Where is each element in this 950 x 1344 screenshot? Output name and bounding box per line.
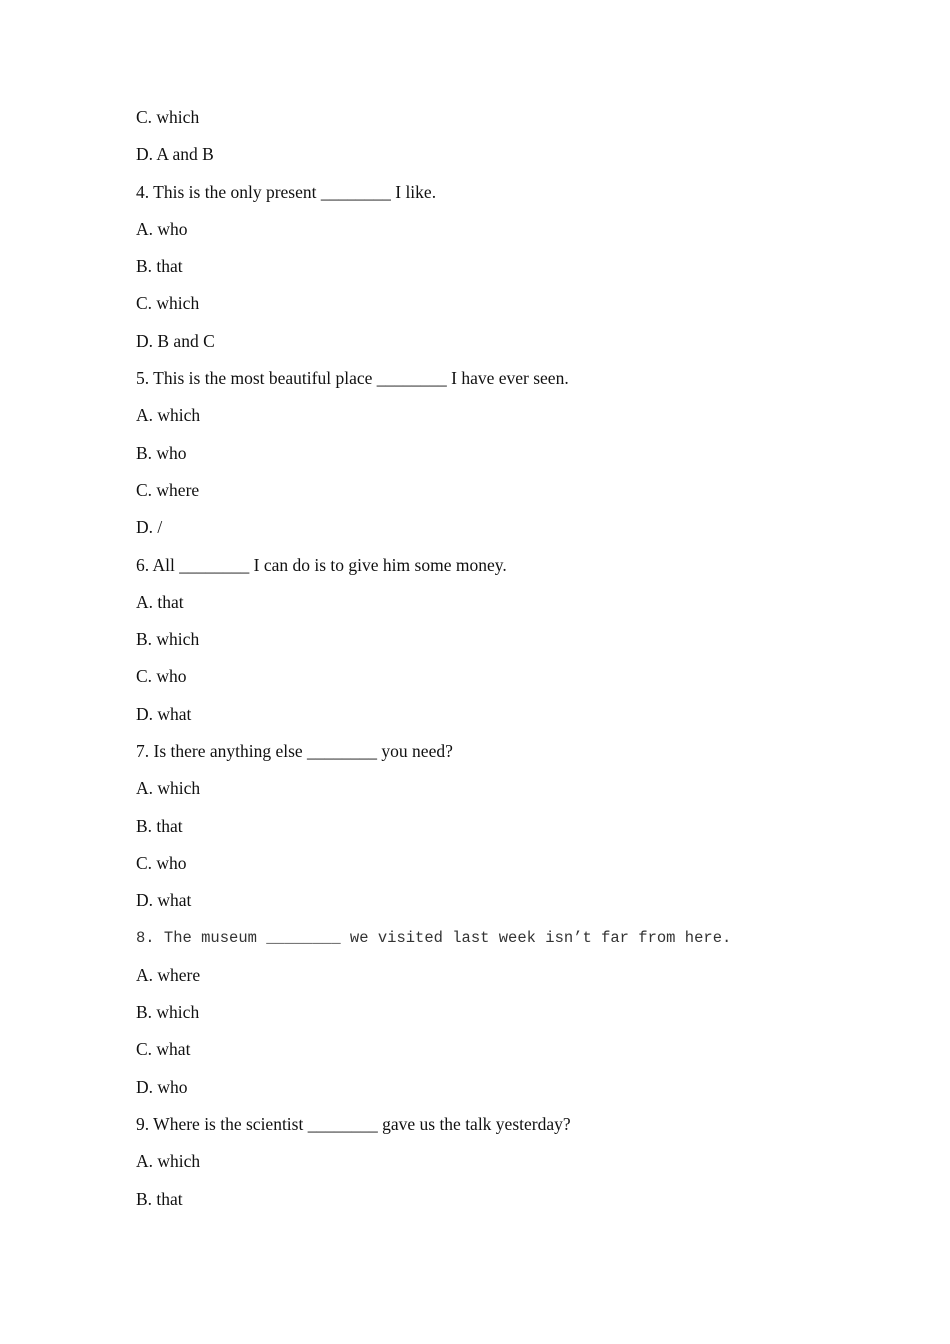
option-c: C. which (136, 293, 200, 314)
option-c: C. what (136, 1039, 191, 1060)
option-a: A. where (136, 964, 201, 985)
option-a: A. which (136, 1151, 201, 1172)
question-6: 6. All ________ I can do is to give him some money. (136, 554, 507, 575)
option-b: B. which (136, 629, 200, 650)
option-b: B. which (136, 1002, 200, 1023)
option-b: B. that (136, 1188, 183, 1209)
option-d: D. who (136, 1076, 188, 1097)
option-d: D. B and C (136, 330, 215, 351)
option-d: D. / (136, 517, 163, 538)
option-a: A. which (136, 405, 201, 426)
question-5: 5. This is the most beautiful place ________ I have ever seen. (136, 368, 569, 389)
option-a: A. which (136, 778, 201, 799)
option-d: D. what (136, 890, 192, 911)
option-b: B. that (136, 815, 183, 836)
question-8: 8. The museum ________ we visited last week isn’t far from here. (136, 928, 732, 947)
question-9: 9. Where is the scientist ________ gave us the talk yesterday? (136, 1114, 571, 1135)
question-list (136, 104, 896, 1223)
option-c: C. who (136, 666, 187, 687)
option-c: C. which (136, 107, 200, 127)
option-c: C. where (136, 479, 200, 500)
question-4: 4. This is the only present ________ I like. (136, 181, 437, 202)
option-b: B. who (136, 442, 187, 463)
option-b: B. that (136, 256, 183, 277)
option-a: A. that (136, 591, 184, 612)
option-d: D. what (136, 703, 192, 724)
option-d: D. A and B (136, 144, 214, 165)
option-c: C. who (136, 852, 187, 873)
option-a: A. who (136, 218, 188, 239)
question-7: 7. Is there anything else ________ you need? (136, 741, 453, 762)
